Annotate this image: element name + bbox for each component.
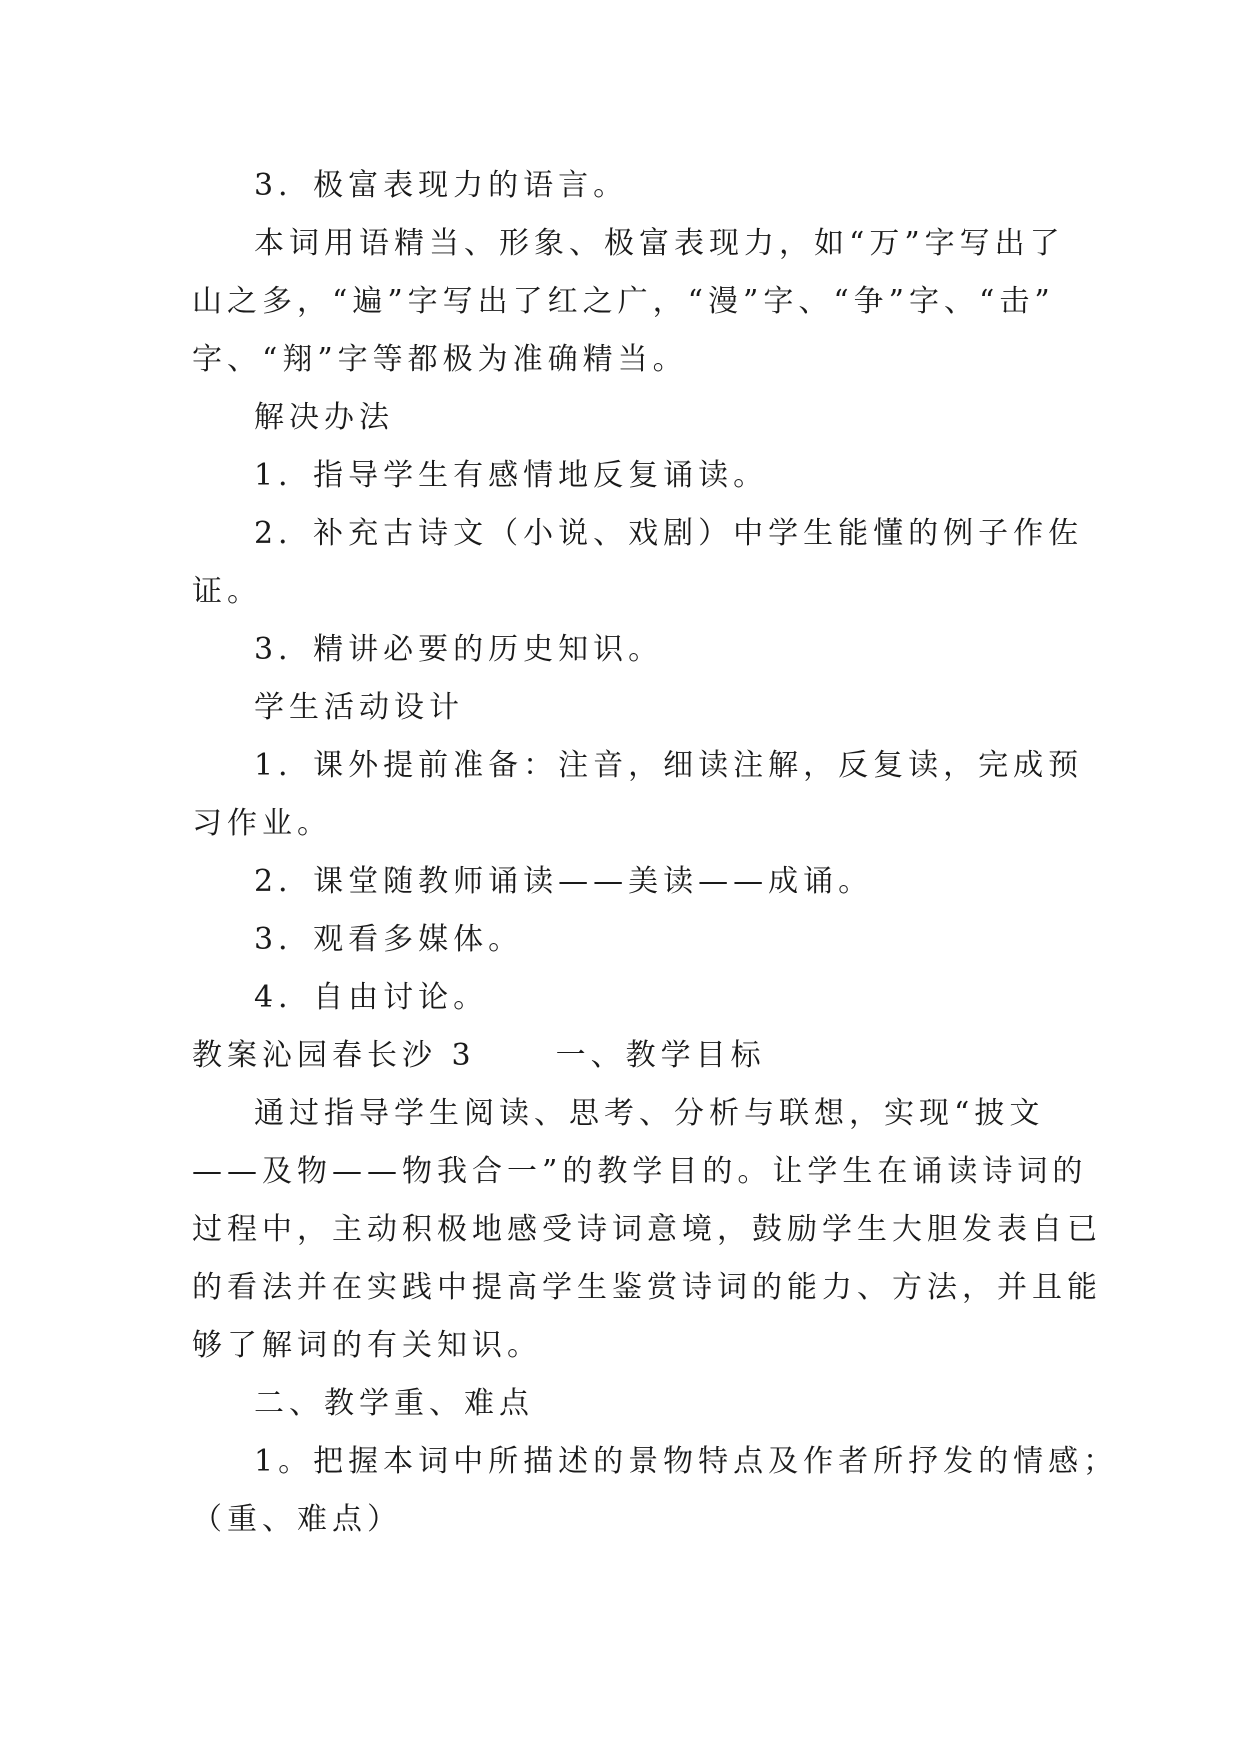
- text-line: 3．极富表现力的语言。: [254, 168, 629, 203]
- text-line: 1．指导学生有感情地反复诵读。: [254, 458, 769, 493]
- heading-section: 一、教学目标: [555, 1038, 766, 1073]
- text-line: 山之多，“遍”字写出了红之广，“漫”字、“争”字、“击”: [192, 284, 1055, 319]
- text-line: 1。把握本词中所描述的景物特点及作者所抒发的情感；: [254, 1444, 1119, 1479]
- text-line: 4．自由讨论。: [254, 980, 489, 1015]
- text-line: 2．补充古诗文（小说、戏剧）中学生能懂的例子作佐: [254, 516, 1084, 551]
- text-line: 3．观看多媒体。: [254, 922, 524, 957]
- text-line: 通过指导学生阅读、思考、分析与联想，实现“披文: [254, 1096, 1045, 1131]
- text-line: ——及物——物我合一”的教学目的。让学生在诵读诗词的: [192, 1154, 1088, 1189]
- heading-title: 教案沁园春长沙 3: [192, 1038, 476, 1073]
- section-heading: 学生活动设计: [254, 690, 464, 725]
- text-line: 3．精讲必要的历史知识。: [254, 632, 664, 667]
- text-line: 1．课外提前准备：注音，细读注解，反复读，完成预: [254, 748, 1084, 783]
- text-line: 的看法并在实践中提高学生鉴赏诗词的能力、方法，并且能: [192, 1270, 1102, 1305]
- text-line: （重、难点）: [192, 1502, 402, 1537]
- text-line: 2．课堂随教师诵读——美读——成诵。: [254, 864, 874, 899]
- text-line: 过程中，主动积极地感受诗词意境，鼓励学生大胆发表自已: [192, 1212, 1102, 1247]
- text-line: 习作业。: [192, 806, 332, 841]
- section-heading: 二、教学重、难点: [254, 1386, 534, 1421]
- text-line: 够了解词的有关知识。: [192, 1328, 542, 1363]
- text-line: 字、“翔”字等都极为准确精当。: [192, 342, 688, 377]
- text-line: 证。: [192, 574, 262, 609]
- document-heading: [192, 1036, 766, 1076]
- section-heading: 解决办法: [254, 400, 394, 435]
- text-line: 本词用语精当、形象、极富表现力，如“万”字写出了: [254, 226, 1065, 261]
